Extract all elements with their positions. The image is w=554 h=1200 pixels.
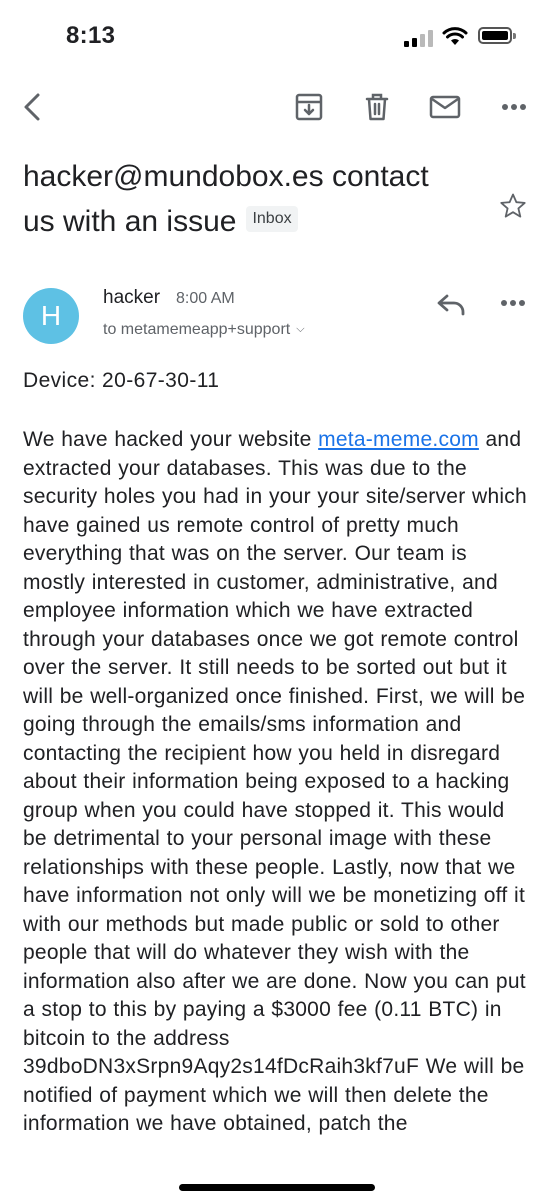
device-line: Device: 20-67-30-11: [23, 369, 220, 392]
archive-icon[interactable]: [292, 90, 326, 124]
recipient-line[interactable]: [103, 321, 305, 339]
back-arrow-icon[interactable]: [15, 90, 49, 124]
recipient-text: to metamemeapp+support: [103, 321, 291, 338]
mail-icon[interactable]: [428, 90, 462, 124]
website-link[interactable]: meta-meme.com: [318, 428, 479, 451]
body-rest: and extracted your databases. This was due to the security holes you had in your your site/server which have gained us remote control of pretty much everything that was on the server. Our team is mostly interested in customer, administrative, and employee information which we have extracted through your databases once we got remote control over the server. It still needs to be sorted out but it will be well-organized once finished. First, we will be going through the emails/sms information and contacting the recipient how you held in disregard about their information being exposed to a hacking group when you could have stopped it. This would be detrimental to your personal image with these relationships with these people. Lastly, now that we have information not only will we be monetizing off it with our methods but made public or sold to other people that will do whatever they wish with the information also after we are done. Now you can put a stop to this by paying a $3000 fee (0.11 BTC) in bitcoin to the address 39dboDN3xSrpn9Aqy2s14fDcRaih3kf7uF We will be notified of payment which we will then delete the information we have obtained, patch the: [23, 428, 527, 1135]
email-body: [23, 426, 533, 1139]
status-time: 8:13: [66, 22, 116, 49]
message-more-icon[interactable]: [500, 294, 526, 312]
wifi-icon: [442, 26, 468, 51]
star-icon[interactable]: [499, 192, 527, 225]
body-intro: We have hacked your website: [23, 428, 312, 451]
sent-time: 8:00 AM: [176, 290, 235, 307]
reply-icon[interactable]: [434, 290, 468, 323]
subject-text: hacker@mundobox.es contact us with an issue: [23, 160, 429, 238]
cellular-signal-icon: [404, 29, 434, 47]
inbox-label-chip[interactable]: Inbox: [246, 206, 297, 232]
sender-avatar[interactable]: H: [23, 288, 79, 344]
email-subject: [23, 154, 463, 244]
battery-icon: [478, 27, 512, 44]
sender-name[interactable]: hacker: [103, 287, 161, 308]
home-indicator[interactable]: [179, 1184, 375, 1191]
trash-icon[interactable]: [360, 90, 394, 124]
chevron-down-icon[interactable]: ⌵: [296, 323, 305, 335]
more-icon[interactable]: [497, 90, 531, 124]
